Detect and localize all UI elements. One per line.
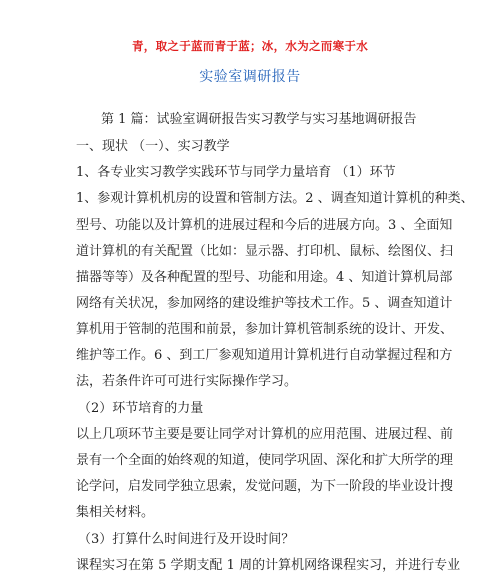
body-line: 课程实习在第 5 学期支配 1 周的计算机网络课程实习，并进行专业 xyxy=(76,558,461,573)
body-line: （3）打算什么时间进行及开设时间？ xyxy=(78,532,295,547)
report-title: 实验室调研报告 xyxy=(199,69,301,85)
body-line: 以上几项环节主要是要让同学对计算机的应用范围、进展过程、前 xyxy=(76,427,454,442)
header-motto: 青，取之于蓝而青于蓝；冰，水为之而寒于水 xyxy=(132,39,368,53)
body-line: 集相关材料。 xyxy=(76,505,155,520)
body-line: 法，若条件许可可进行实际操作学习。 xyxy=(76,374,298,389)
body-line: 型号、功能以及计算机的进展过程和今后的进展方向。3 、全面知 xyxy=(76,218,453,233)
body-line: 维护等工作。6 、到工厂参观知道用计算机进行自动掌握过程和方 xyxy=(76,348,453,363)
body-line: 论学问，启发同学独立思索，发觉问题，为下一阶段的毕业设计搜 xyxy=(76,479,454,494)
body-line: 描器等等）及各种配置的型号、功能和用途。4 、知道计算机局部 xyxy=(76,270,453,285)
body-line: 1、各专业实习教学实践环节与同学力量培育 （1）环节 xyxy=(76,165,396,180)
body-line: （2）环节培育的力量 xyxy=(78,401,204,416)
body-line: 道计算机的有关配置（比如：显示器、打印机、鼠标、绘图仪、扫 xyxy=(76,244,454,259)
body-line: 算机用于管制的范围和前景，参加计算机管制系统的设计、开发、 xyxy=(76,322,454,337)
body-line: 网络有关状况，参加网络的建设维护等技术工作。5 、调查知道计 xyxy=(76,296,453,311)
body-line: 一、现状 （一）、实习教学 xyxy=(76,139,230,154)
body-line: 1、参观计算机机房的设置和管制方法。2 、调查知道计算机的种类、 xyxy=(76,191,474,206)
body-line: 景有一个全面的始终观的知道，使同学巩固、深化和扩大所学的理 xyxy=(76,453,454,468)
section-heading: 第 1 篇：试验室调研报告实习教学与实习基地调研报告 xyxy=(101,112,417,127)
